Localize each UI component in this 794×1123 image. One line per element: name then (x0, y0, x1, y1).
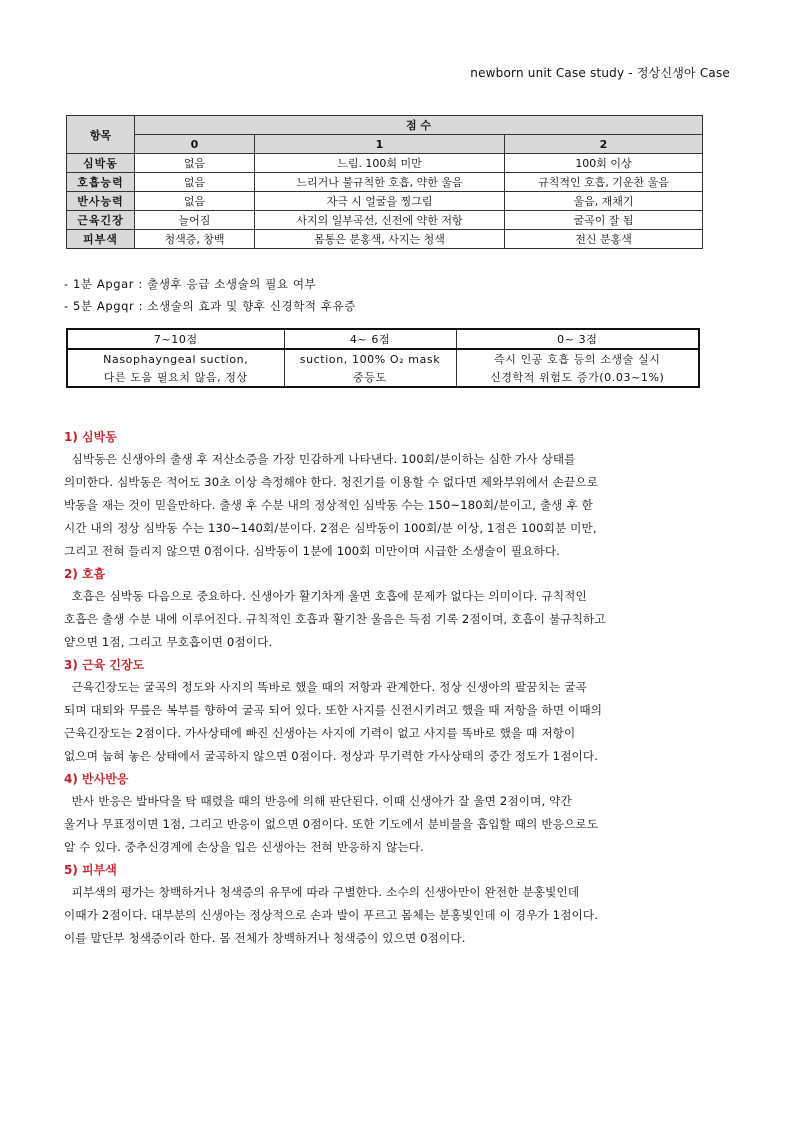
cell: 몸통은 분홍색, 사지는 청색 (255, 230, 505, 249)
section-title: 3) 근육 긴장도 (64, 658, 145, 672)
cell: 100회 이상 (505, 154, 703, 173)
score-range-header: 7~10점 (67, 329, 284, 349)
row-item: 호흡능력 (67, 173, 135, 192)
paragraph-line: 피부색의 평가는 창백하거나 청색증의 유무에 따라 구별한다. 소수의 신생아만이 완전한 분홍빛인데 (64, 885, 580, 899)
cell: 느림. 100회 미만 (255, 154, 505, 173)
cell: 느리거나 불규칙한 호흡, 약한 울음 (255, 173, 505, 192)
row-item: 심박동 (67, 154, 135, 173)
score-range-header: 0~ 3점 (456, 329, 699, 349)
apgar-notes (64, 273, 356, 317)
cell: 굴곡이 잘 됨 (505, 211, 703, 230)
cell: suction, 100% O₂ mask (284, 349, 456, 368)
score-col-1: 1 (255, 135, 505, 154)
paragraph-line: 되며 대퇴와 무릎은 복부를 향하여 굴곡 되어 있다. 또한 사지를 신전시키려고 했을 때 저항을 하면 이때의 (64, 703, 603, 717)
row-item: 반사능력 (67, 192, 135, 211)
paragraph-line: 없으며 눕혀 놓은 상태에서 굴곡하지 않으면 0점이다. 정상과 무기력한 가사상태의 중간 정도가 1점이다. (64, 749, 599, 763)
item-header: 항목 (67, 116, 135, 154)
cell: 전신 분홍색 (505, 230, 703, 249)
paragraph-line: 의미한다. 심박동은 적어도 30초 이상 측정해야 한다. 청진기를 이용할 수 없다면 제와부위에서 손끝으로 (64, 475, 599, 489)
table-row (67, 230, 703, 249)
paragraph-line: 알 수 있다. 중추신경계에 손상을 입은 신생아는 전혀 반응하지 않는다. (64, 840, 424, 854)
cell: 신경학적 위험도 증가(0.03~1%) (456, 368, 699, 387)
score-col-0: 0 (135, 135, 255, 154)
paragraph-line: 반사 반응은 발바닥을 탁 때렸을 때의 반응에 의해 판단된다. 이때 신생아가 잘 울면 2점이며, 약간 (64, 794, 572, 808)
table-row (67, 154, 703, 173)
cell: 울음, 재채기 (505, 192, 703, 211)
section-paragraph (64, 881, 736, 950)
paragraph-line: 근육긴장도는 2점이다. 가사상태에 빠진 신생아는 사지에 기력이 없고 사지를 똑바로 했을 때 저항이 (64, 726, 576, 740)
section-paragraph (64, 585, 736, 654)
paragraph-line: 박동을 재는 것이 믿을만하다. 출생 후 수분 내의 정상적인 심박동 수는 150~180회/분이고, 출생 후 한 (64, 498, 594, 512)
apgar-score-table (66, 115, 703, 249)
cell: 청색증, 창백 (135, 230, 255, 249)
section-paragraph (64, 448, 736, 563)
table-row (67, 192, 703, 211)
body-text (64, 426, 736, 950)
paragraph-line: 그리고 전혀 들리지 않으면 0점이다. 심박동이 1분에 100회 미만이며 시급한 소생술이 필요하다. (64, 544, 561, 558)
section-title: 1) 심박동 (64, 430, 117, 444)
section-title: 4) 반사반응 (64, 772, 129, 786)
paragraph-line: 이때가 2점이다. 대부분의 신생아는 정상적으로 손과 발이 푸르고 몸체는 분홍빛인데 이 경우가 1점이다. (64, 908, 599, 922)
cell: 없음 (135, 173, 255, 192)
cell: 없음 (135, 154, 255, 173)
section-title: 5) 피부색 (64, 863, 117, 877)
row-item: 근육긴장 (67, 211, 135, 230)
paragraph-line: 근육긴장도는 굴곡의 정도와 사지의 똑바로 했을 때의 저항과 관계한다. 정상 신생아의 팔꿈치는 굴곡 (64, 680, 587, 694)
cell: 다른 도움 필요치 않음, 정상 (67, 368, 284, 387)
section-paragraph (64, 790, 736, 859)
paragraph-line: 시간 내의 정상 심박동 수는 130~140회/분이다. 2점은 심박동이 100회/분 이상, 1점은 100회분 미만, (64, 521, 597, 535)
cell: 자극 시 얼굴을 찡그림 (255, 192, 505, 211)
note-line: - 5분 Apgqr : 소생술의 효과 및 향후 신경학적 후유증 (64, 299, 356, 313)
page-header: newborn unit Case study - 정상신생아 Case (470, 66, 730, 80)
paragraph-line: 심박동은 신생아의 출생 후 저산소증을 가장 민감하게 나타낸다. 100회/분이하는 심한 가사 상태를 (64, 452, 576, 466)
cell: 사지의 일부곡선, 신전에 약한 저항 (255, 211, 505, 230)
score-interpretation-table (66, 328, 700, 388)
table-row (67, 211, 703, 230)
paragraph-line: 호흡은 심박동 다음으로 중요하다. 신생아가 활기차게 울면 호흡에 문제가 없다는 의미이다. 규칙적인 (64, 589, 587, 603)
cell: 즉시 인공 호흡 등의 소생술 실시 (456, 349, 699, 368)
score-header: 점 수 (135, 116, 703, 135)
section-paragraph (64, 676, 736, 768)
cell: 규칙적인 호흡, 기운찬 울음 (505, 173, 703, 192)
note-line: - 1분 Apgar : 출생후 응급 소생술의 필요 여부 (64, 277, 317, 291)
cell: 중등도 (284, 368, 456, 387)
section-title: 2) 호흡 (64, 567, 106, 581)
cell: Nasophayngeal suction, (67, 349, 284, 368)
cell: 없음 (135, 192, 255, 211)
cell: 늘어짐 (135, 211, 255, 230)
table-row (67, 173, 703, 192)
paragraph-line: 이를 말단부 청색증이라 한다. 몸 전체가 창백하거나 청색증이 있으면 0점이다. (64, 931, 466, 945)
row-item: 피부색 (67, 230, 135, 249)
paragraph-line: 호흡은 출생 수분 내에 이루어진다. 규칙적인 호흡과 활기찬 울음은 득점 기록 2점이며, 호흡이 불규칙하고 (64, 612, 606, 626)
paragraph-line: 얕으면 1점, 그리고 무호흡이면 0점이다. (64, 635, 273, 649)
score-col-2: 2 (505, 135, 703, 154)
score-range-header: 4~ 6점 (284, 329, 456, 349)
paragraph-line: 울거나 무표정이면 1점, 그리고 반응이 없으면 0점이다. 또한 기도에서 분비물을 흡입할 때의 반응으로도 (64, 817, 599, 831)
